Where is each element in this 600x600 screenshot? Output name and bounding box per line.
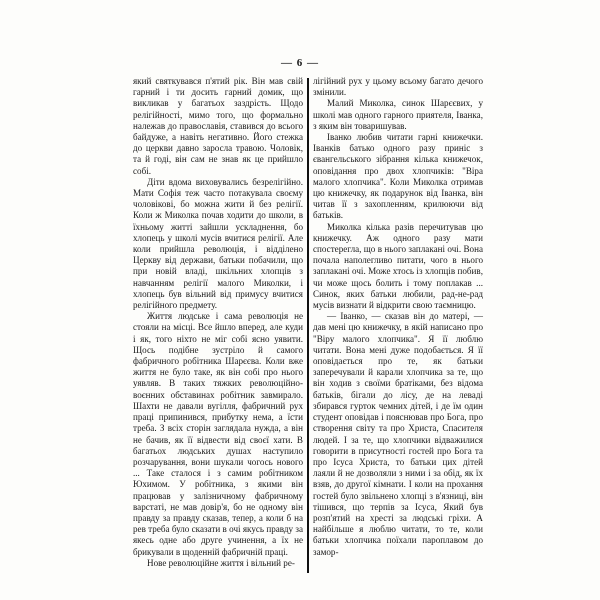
paragraph: Діти вдома виховувались безрелігійно. Мати Софія теж часто потакувала своєму чоловікові, бо можна жити й без релігії. Коли ж Миколка почав ходити до школи, в їхньому житті зайшли ускладнення, бо хлопець у школі мусів вчитися релігії. Але коли прийшла революція, і відділено Церкву від держави, батьки побачили, що при новій владі, шкільних хлопців з навчанням релігії малого Миколки, і хлопець був вільний від примусу вчитися релігійного предмету. bbox=[133, 176, 303, 311]
paragraph: — Іванко, — сказав він до матері, — дав мені цю книжечку, в якій написано про "Віру малого хлопчика". Я її люблю читати. Вона мені дуже подобається. Я її оповідається про те, як батьки заперечували й карали хлопчика за те, що він ходив з своїми братіками, без відома батьків, бігали до лісу, де на леваді збирався гурток чемних дітей, і де їм один студент оповідав і пояснював про Бога, про створення світу та про Христа, Спасителя людей. І за те, що хлопчики відважилися говорити в присутності гостей про Бога та про Ісуса Христа, то батьки цих дітей лаяли й не дозволяли з ними і за обід, як їх взяв, до другої кімнати. І коли на прохання гостей було звільнено хлопці з в'язниці, він тішився, що терпів за Ісуса, Який був розп'ятий на хресті за людські гріхи. А найбільше я люблю читати, то те, коли батьки хлопчика поїхали пароплавом до замор- bbox=[313, 311, 483, 557]
paragraph: який святкувався п'ятий рік. Він мав свій гарний і ти досить гарний домик, що викликав у багатьох заздрість. Щодо релігійності, мимо того, що формально належав до православія, ставився до всього байдуже, а навіть негативно. Його стежка до церкви давно заросла травою. Чоловік, та й годі, він сам не знав як це прийшло собі. bbox=[133, 76, 303, 176]
left-text-column bbox=[133, 76, 303, 569]
paragraph: лігійний рух у цьому всьому багато дечого змінили. bbox=[313, 76, 483, 98]
page-number: — 6 — bbox=[281, 57, 319, 69]
paragraph: Іванко любив читати гарні книжечки. Іванків батько одного разу приніс з євангельського зібрання кілька книжечок, оповідання про двох хлопчиків: "Віра малого хлопчика". Коли Миколка отримав цю книжечку, як подарунок від Іванка, він читав її з захопленням, крилюючи від батьків. bbox=[313, 132, 483, 221]
right-text-column bbox=[313, 76, 483, 558]
paragraph: Малий Миколка, синок Шарєєвих, у школі мав одного гарного приятеля, Іванка, з яким він товаришував. bbox=[313, 98, 483, 131]
paragraph: Нове революційне життя і вільний ре- bbox=[147, 557, 295, 568]
column-divider bbox=[307, 78, 309, 573]
paragraph: Життя людське і сама революція не стояли на місці. Все йшло вперед, але куди і як, того ніхто не міг собі ясно уявити. Щось подібне зустріло й самого фабричного робітника Шарєєва. Коли вже життя не було таке, як він собі про нього уявляв. В таких тяжких революційно-воєнних обставинах робітник завмирало. Шахти не давали вугілля, фабричний рух праці припинився, прибутку нема, а їсти треба. З всіх сторін заглядала нужда, а він не бачив, як її відвести від своєї хати. В багатьох людських душах наступило розчарування, вони шукали чогось нового ... Таке сталося і з самим робітником Юхимом. У робітника, з якими він працював у залізничному фабричному варстаті, не мав довір'я, бо не одному він правду за правду сказав, тепер, а коли б на рев треба було сказати в очі якусь правду за якесь одне або друге учинення, а їх не брикували в щоденній фабричній праці. bbox=[133, 311, 303, 557]
paragraph: Миколка кілька разів перечитував цю книжечку. Аж одного разу мати спостерегла, що в нього заплакані очі. Вона почала наполегливо питати, чого в нього заплакані очі. Може хтось із хлопців побив, чи може щось болить і тому поплакав ... Синок, яких батьки любили, рад-не-рад мусів визнати й відкрити свою таємницю. bbox=[313, 221, 483, 311]
